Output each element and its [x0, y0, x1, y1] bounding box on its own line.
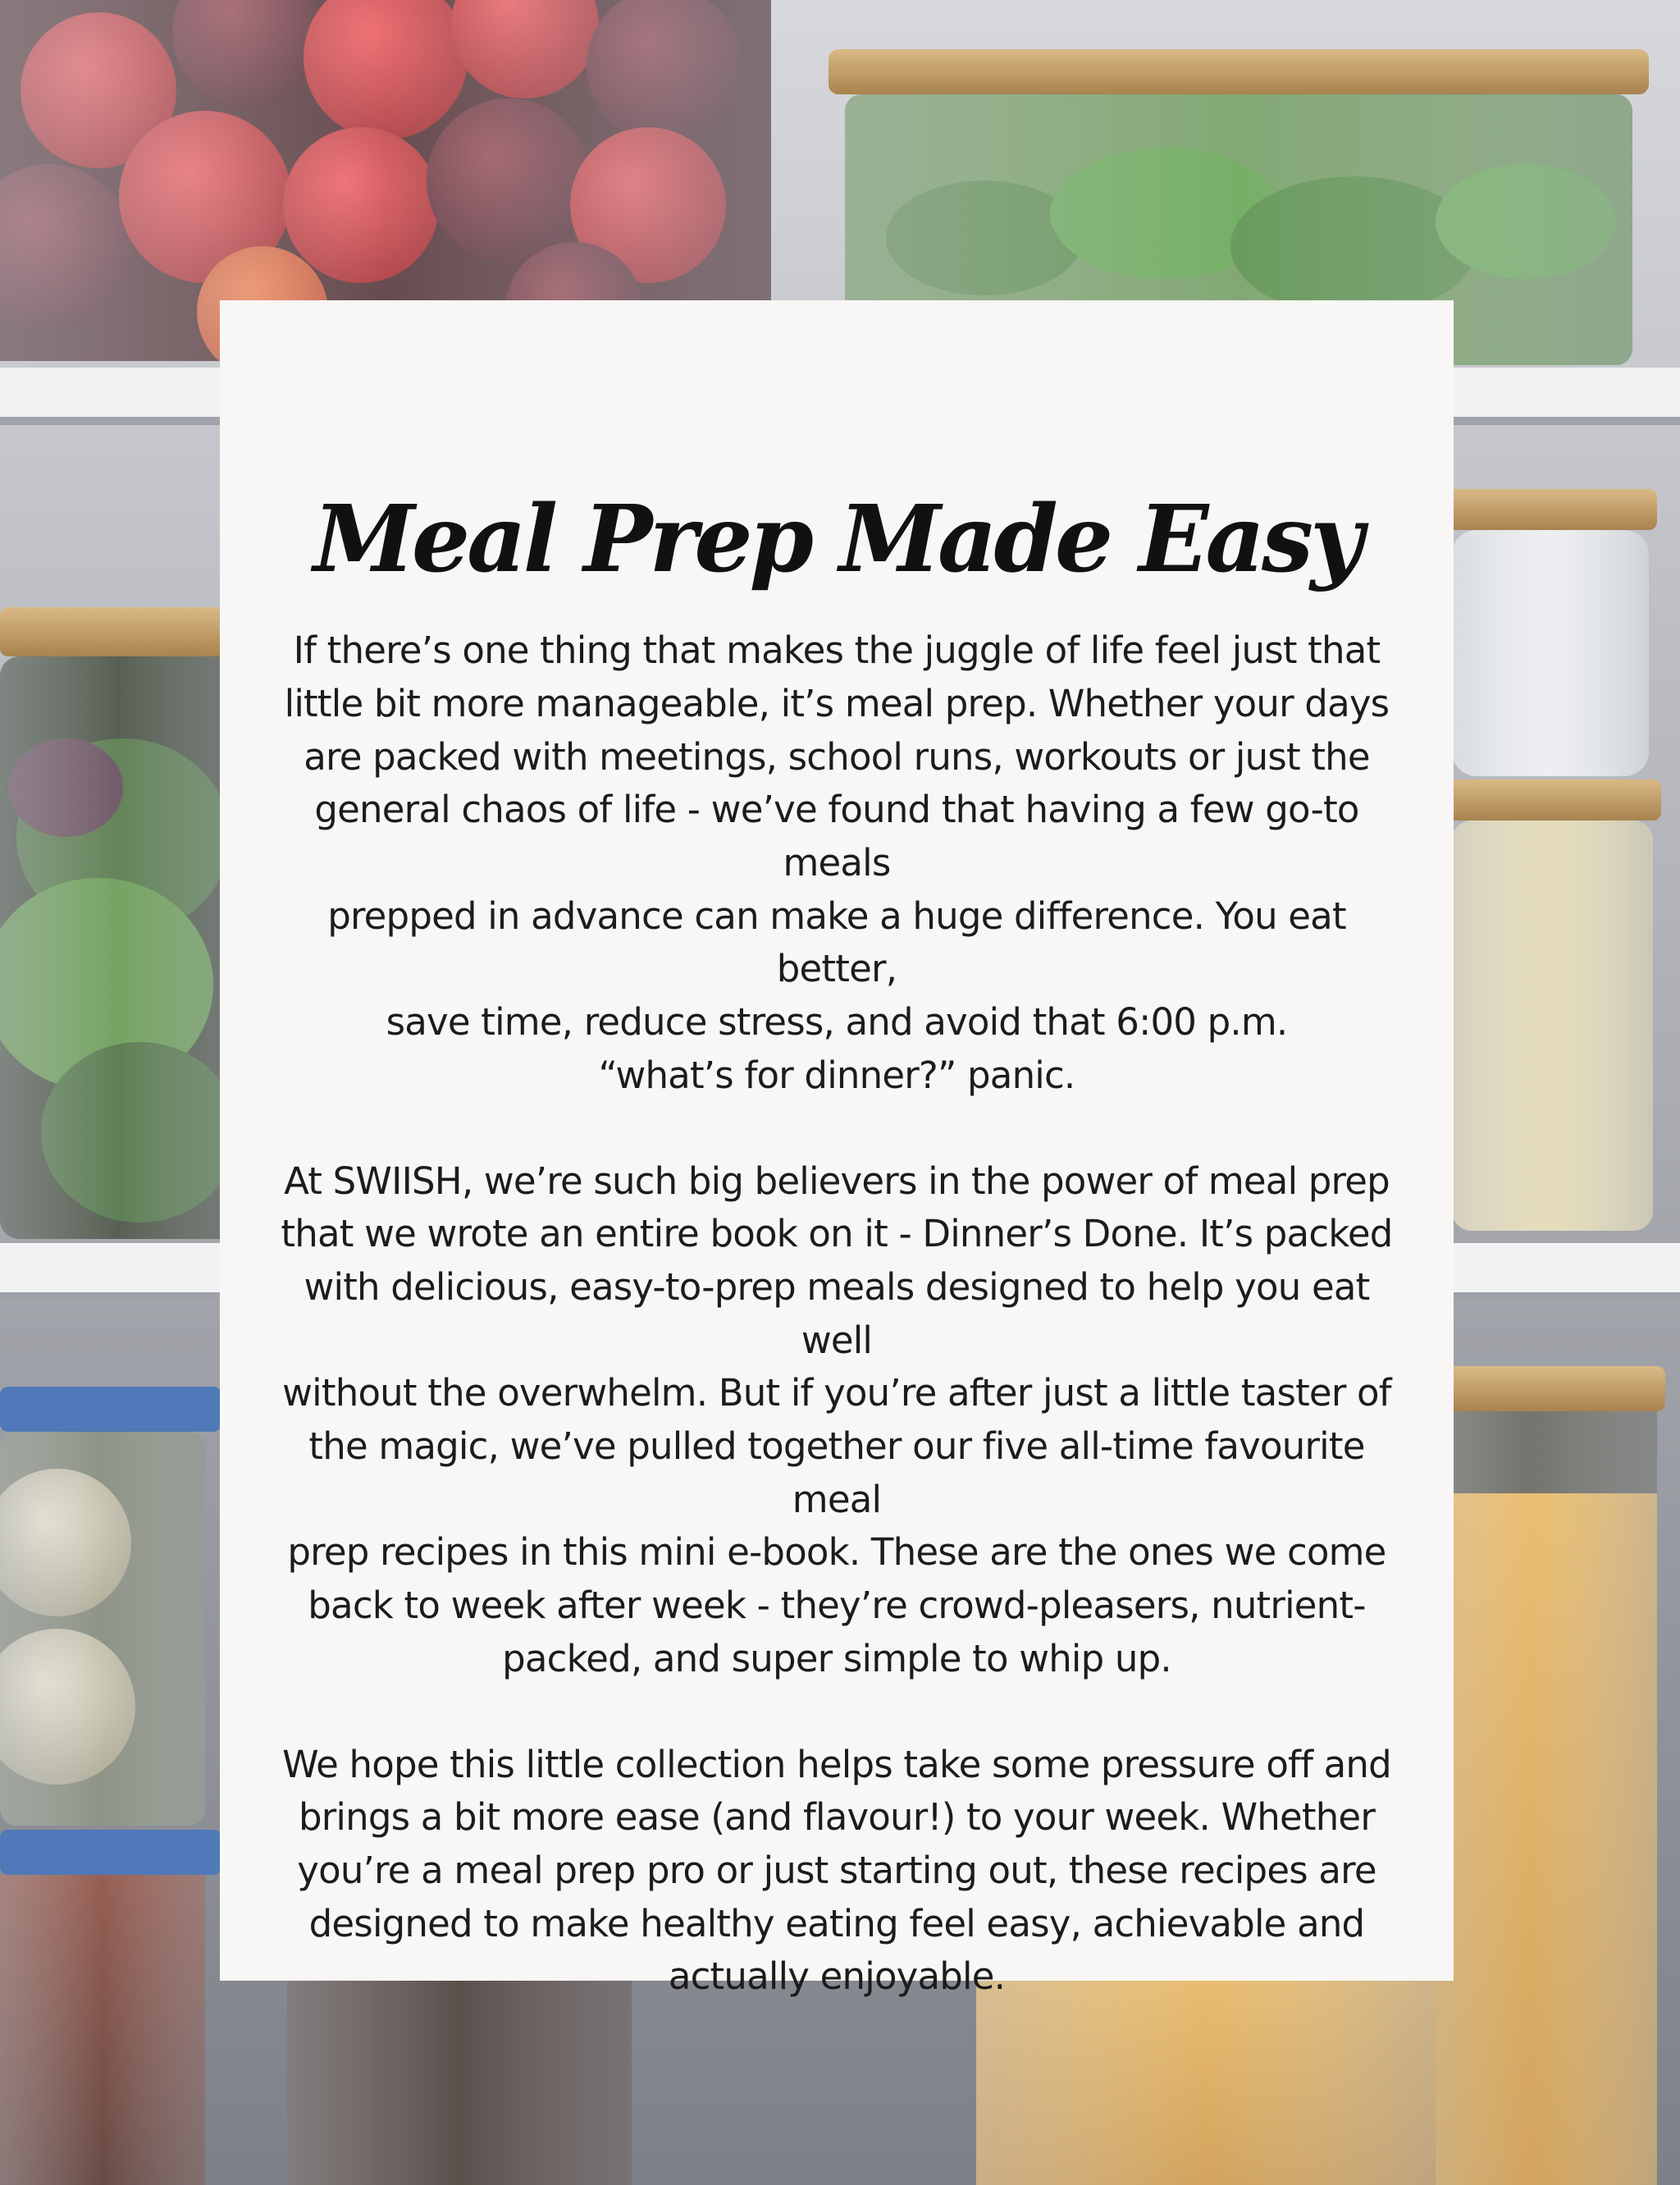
intro-paragraph-1: If there’s one thing that makes the juggle of life feel just that little bit more manageable, it’s meal prep. Whether your days are packed with meetings, school runs, workouts or just the general chaos of life - we’ve found that having a few go-to meals prepped in advance can make a huge difference. You eat better, save time, reduce stress, and avoid that 6:00 p.m. “what’s for dinner?” panic.	[284, 629, 1390, 1097]
intro-paragraph-3: We hope this little collection helps take some pressure off and brings a bit more ease (and flavour!) to your week. Whether you’re a meal prep pro or just starting out, these recipes are designed to make healthy eating feel easy, achievable and actually enjoyable.	[282, 1742, 1391, 1999]
intro-paragraph-2: At SWIISH, we’re such big believers in the power of meal prep that we wrote an entire book on it - Dinner’s Done. It’s packed with delicious, easy-to-prep meals designed to help you eat well without the overwhelm. But if you’re after just a little taster of the magic, we’ve pulled together our five all-time favourite meal prep recipes in this mini e-book. These are the ones we come back to week after week - they’re crowd-pleasers, nutrient- packed, and super simple to whip up.	[281, 1159, 1393, 1680]
intro-card	[220, 300, 1454, 1999]
page-title: Meal Prep Made Easy	[313, 486, 1361, 593]
